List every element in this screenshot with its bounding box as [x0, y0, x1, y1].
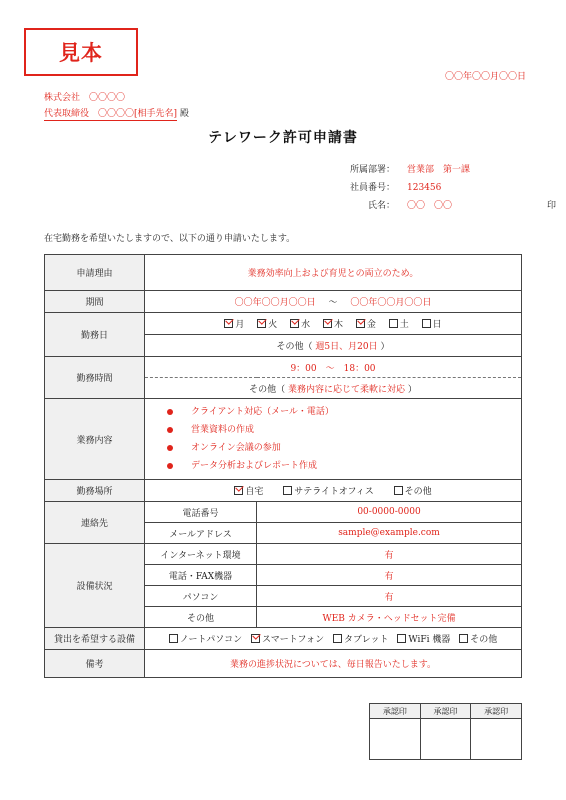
day-mon-label: 月 [235, 320, 245, 330]
loan-label: 貸出を希望する設備 [45, 628, 145, 650]
checkbox-checked-icon[interactable] [257, 319, 266, 328]
approval-seals [369, 703, 522, 760]
workdays-other-open: その他（ [276, 342, 313, 352]
approval-label: 承認印 [471, 704, 522, 719]
email-label: メールアドレス [145, 523, 257, 544]
day-wed-label: 水 [301, 320, 311, 330]
workdays-checkboxes [145, 313, 522, 335]
reason-label: 申請理由 [45, 255, 145, 291]
day-sun[interactable] [422, 320, 442, 330]
application-table [44, 254, 522, 678]
day-fri[interactable] [356, 320, 376, 330]
remarks-value: 業務の進捗状況については、毎日報告いたします。 [145, 650, 522, 678]
task-item: データ分析およびレポート作成 [167, 457, 521, 475]
applicant-department [340, 162, 470, 175]
approval-label: 承認印 [420, 704, 471, 719]
hours-other-close: ） [407, 384, 417, 395]
place-home-label: 自宅 [245, 487, 264, 497]
checkbox-icon[interactable] [389, 319, 398, 328]
checkbox-icon[interactable] [394, 486, 403, 495]
row-contact-phone [45, 502, 522, 523]
loan-other-label: その他 [470, 635, 498, 645]
place-home[interactable] [234, 487, 263, 497]
day-fri-label: 金 [366, 320, 376, 330]
equipment-label: 設備状況 [45, 544, 145, 628]
row-equip-internet [45, 544, 522, 565]
checkbox-checked-icon[interactable] [251, 634, 260, 643]
internet-label: インターネット環境 [145, 544, 257, 565]
department-label: 所属部署： [349, 165, 395, 175]
document-title: テレワーク許可申請書 [208, 130, 358, 146]
approval-label: 承認印 [370, 704, 421, 719]
place-satellite-label: サテライトオフィス [294, 487, 374, 497]
checkbox-icon[interactable] [422, 319, 431, 328]
row-period [45, 291, 522, 313]
checkbox-icon[interactable] [397, 634, 406, 643]
checkbox-checked-icon[interactable] [323, 319, 332, 328]
employee-number-label: 社員番号： [349, 183, 395, 193]
applicant-employee-number [340, 180, 441, 193]
hours-other [145, 378, 522, 399]
day-mon[interactable] [224, 320, 244, 330]
loan-laptop-label: ノートパソコン [179, 635, 243, 645]
row-place [45, 480, 522, 502]
row-tasks [45, 399, 522, 480]
department-value: 営業部 第一課 [407, 165, 471, 175]
workdays-label: 勤務日 [45, 313, 145, 357]
recipient-honorific: 殿 [179, 109, 189, 119]
phone-label: 電話番号 [145, 502, 257, 523]
checkbox-checked-icon[interactable] [224, 319, 233, 328]
document-date: 〇〇年〇〇月〇〇日 [444, 72, 526, 82]
tasks-list [145, 399, 521, 479]
employee-number-value: 123456 [407, 183, 442, 193]
equip-other-value: WEB カメラ・ヘッドセット完備 [257, 607, 522, 628]
approval-seal-box [420, 719, 471, 760]
loan-tablet-label: タブレット [343, 635, 389, 645]
period-label: 期間 [45, 291, 145, 313]
hours-time: 9：00 〜 18：00 [145, 357, 522, 378]
equip-other-label: その他 [145, 607, 257, 628]
internet-value: 有 [257, 544, 522, 565]
period-value [145, 291, 522, 313]
day-thu-label: 木 [333, 320, 343, 330]
day-tue[interactable] [257, 320, 277, 330]
task-item: 営業資料の作成 [167, 421, 521, 439]
phone-fax-label: 電話・FAX機器 [145, 565, 257, 586]
row-remarks [45, 650, 522, 678]
name-value: 〇〇 〇〇 [407, 201, 453, 211]
place-satellite[interactable] [283, 487, 373, 497]
place-other-label: その他 [404, 487, 432, 497]
pc-value: 有 [257, 586, 522, 607]
row-loan [45, 628, 522, 650]
checkbox-checked-icon[interactable] [234, 486, 243, 495]
checkbox-icon[interactable] [459, 634, 468, 643]
tasks-list-cell [145, 399, 522, 480]
recipient-company: 株式会社 〇〇〇〇 [44, 93, 126, 103]
workdays-other-value: 週5日、月20日 [315, 342, 378, 352]
loan-laptop[interactable] [169, 635, 242, 645]
tasks-label: 業務内容 [45, 399, 145, 480]
approval-seal-box [370, 719, 421, 760]
day-thu[interactable] [323, 320, 343, 330]
task-item: クライアント対応（メール・電話） [167, 403, 521, 421]
phone-value: 00-0000-0000 [257, 502, 522, 523]
applicant-name [340, 198, 556, 211]
place-options [145, 480, 522, 502]
loan-options [145, 628, 522, 650]
period-separator: 〜 [328, 298, 338, 308]
workdays-other-close: ） [380, 342, 390, 352]
day-sat-label: 土 [399, 320, 409, 330]
task-item: オンライン会議の参加 [167, 439, 521, 457]
place-label: 勤務場所 [45, 480, 145, 502]
place-other[interactable] [394, 487, 432, 497]
workdays-other [145, 335, 522, 357]
row-workdays [45, 313, 522, 335]
hours-other-open: その他（ [249, 384, 286, 395]
intro-text: 在宅勤務を希望いたしますので、以下の通り申請いたします。 [44, 234, 296, 244]
day-wed[interactable] [290, 320, 310, 330]
phone-fax-value: 有 [257, 565, 522, 586]
checkbox-checked-icon[interactable] [290, 319, 299, 328]
period-start: 〇〇年〇〇月〇〇日 [234, 298, 316, 308]
loan-smartphone[interactable] [251, 635, 324, 645]
seal-mark: 印 [547, 201, 557, 211]
hours-other-value: 業務内容に応じて柔軟に対応 [287, 384, 405, 395]
hours-label: 勤務時間 [45, 357, 145, 399]
email-value: sample@example.com [257, 523, 522, 544]
name-label: 氏名： [367, 201, 395, 211]
checkbox-icon[interactable] [283, 486, 292, 495]
day-sat[interactable] [389, 320, 409, 330]
loan-wifi[interactable] [397, 635, 450, 645]
loan-tablet[interactable] [333, 635, 389, 645]
loan-smartphone-label: スマートフォン [261, 635, 325, 645]
sample-stamp: 見本 [24, 28, 138, 76]
loan-wifi-label: WiFi 機器 [408, 635, 451, 645]
approval-seal-box [471, 719, 522, 760]
loan-other[interactable] [459, 635, 497, 645]
checkbox-icon[interactable] [333, 634, 342, 643]
row-hours [45, 357, 522, 378]
row-reason [45, 255, 522, 291]
pc-label: パソコン [145, 586, 257, 607]
remarks-label: 備考 [45, 650, 145, 678]
day-tue-label: 火 [268, 320, 278, 330]
checkbox-icon[interactable] [169, 634, 178, 643]
recipient-representative [44, 106, 189, 119]
contact-label: 連絡先 [45, 502, 145, 544]
period-end: 〇〇年〇〇月〇〇日 [350, 298, 432, 308]
reason-value: 業務効率向上および育児との両立のため。 [145, 255, 522, 291]
day-sun-label: 日 [432, 320, 442, 330]
recipient-name: 代表取締役 〇〇〇〇[相手先名] [44, 109, 178, 119]
checkbox-checked-icon[interactable] [356, 319, 365, 328]
